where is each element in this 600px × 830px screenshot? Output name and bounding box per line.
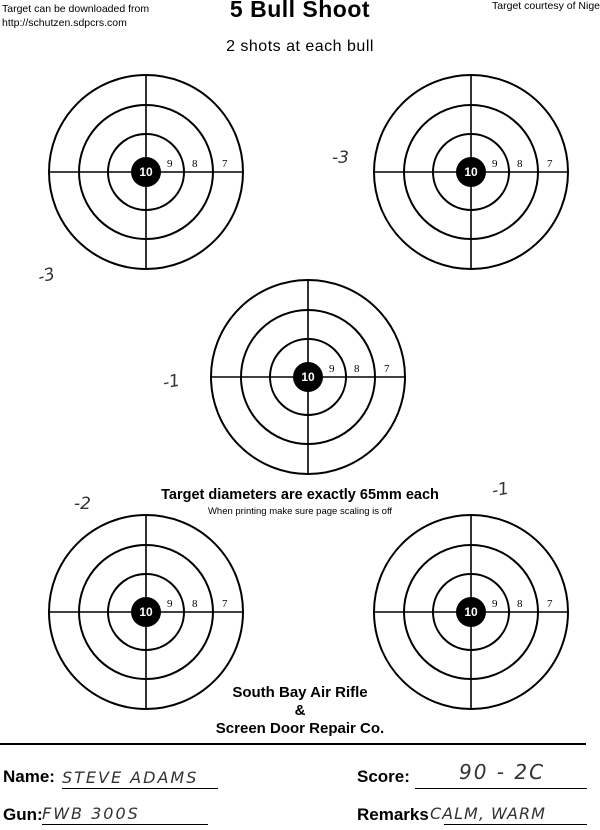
mark-bottom-right: -1 <box>490 478 511 502</box>
download-url: http://schutzen.sdpcrs.com <box>2 17 127 29</box>
subtitle: 2 shots at each bull <box>226 38 374 55</box>
name-value: STEVE ADAMS <box>62 768 199 787</box>
page-title: 5 Bull Shoot <box>229 0 371 22</box>
svg-text:8: 8 <box>192 598 198 610</box>
svg-text:9: 9 <box>329 363 335 375</box>
remarks-value: CALM, WARM <box>430 804 546 823</box>
svg-text:7: 7 <box>222 598 228 610</box>
sponsor-block <box>0 684 600 738</box>
remarks-field[interactable] <box>430 804 587 825</box>
printing-note: When printing make sure page scaling is off <box>207 506 393 517</box>
target-bottom-left <box>46 512 246 712</box>
mark-center: -1 <box>161 370 182 394</box>
gun-label: Gun: <box>3 805 43 824</box>
target-center <box>208 277 408 477</box>
sponsor-line1: South Bay Air Rifle <box>232 684 368 701</box>
ring-label-7: 7 <box>222 158 228 170</box>
svg-text:10: 10 <box>139 605 153 619</box>
sponsor-line2: & <box>294 702 306 719</box>
score-label: Score: <box>357 767 410 786</box>
sponsor-line3: Screen Door Repair Co. <box>215 720 385 737</box>
ring-label-8: 8 <box>192 158 198 170</box>
svg-text:8: 8 <box>517 158 523 170</box>
svg-text:10: 10 <box>301 370 315 384</box>
ring-label-9: 9 <box>167 158 173 170</box>
divider <box>0 743 586 745</box>
mark-bottom-left: -2 <box>74 494 91 514</box>
svg-text:9: 9 <box>167 598 173 610</box>
svg-text:7: 7 <box>547 598 553 610</box>
svg-text:7: 7 <box>547 158 553 170</box>
gun-value: FWB 300S <box>42 804 140 823</box>
svg-text:7: 7 <box>384 363 390 375</box>
score-field[interactable] <box>415 760 587 789</box>
svg-text:9: 9 <box>492 158 498 170</box>
download-note-line1: Target can be downloaded from <box>2 3 150 15</box>
remarks-label: Remarks <box>357 805 429 824</box>
target-top-right <box>371 72 571 272</box>
gun-field[interactable] <box>42 804 208 825</box>
ring-label-10: 10 <box>139 165 153 179</box>
courtesy-note: Target courtesy of Nige <box>492 0 600 12</box>
diameter-info: Target diameters are exactly 65mm each <box>161 487 439 503</box>
svg-text:10: 10 <box>464 165 478 179</box>
name-label: Name: <box>3 767 55 786</box>
name-field[interactable] <box>62 768 218 789</box>
mark-top-left: -3 <box>35 264 58 288</box>
mark-top-right: -3 <box>332 148 349 168</box>
score-value: 90 - 2C <box>459 760 546 784</box>
svg-text:9: 9 <box>492 598 498 610</box>
target-bottom-right <box>371 512 571 712</box>
svg-text:8: 8 <box>354 363 360 375</box>
target-top-left <box>46 72 246 272</box>
svg-text:10: 10 <box>464 605 478 619</box>
svg-text:8: 8 <box>517 598 523 610</box>
